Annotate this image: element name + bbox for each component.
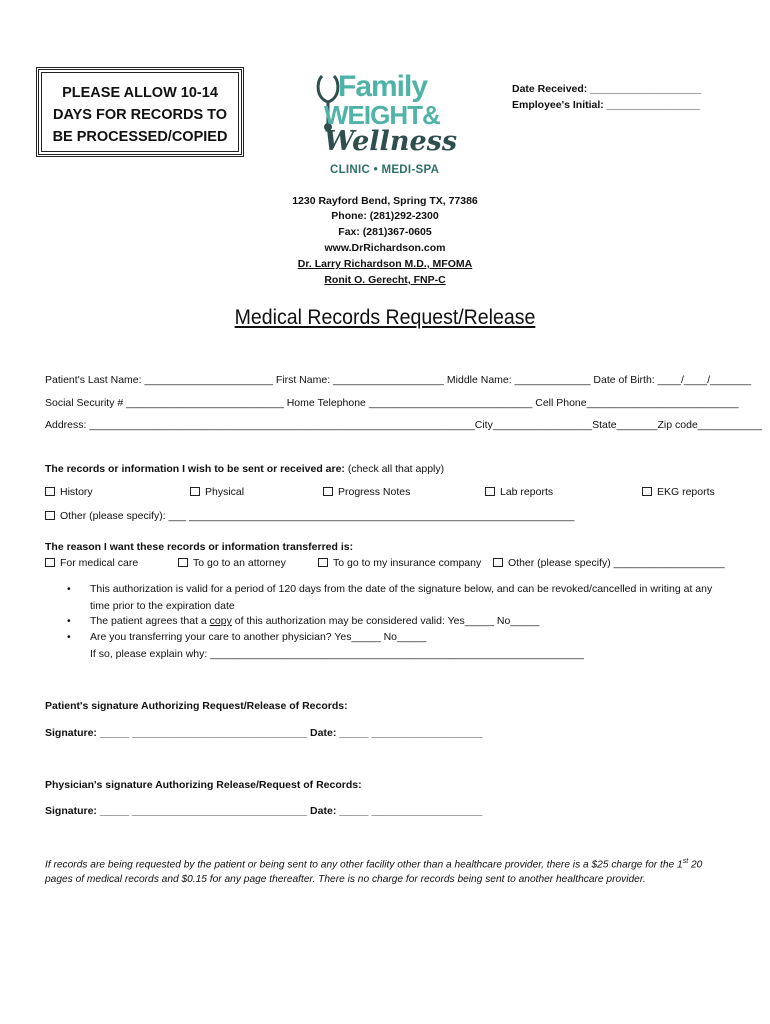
record-option-label: Lab reports bbox=[500, 486, 554, 498]
processing-notice-box bbox=[36, 67, 244, 157]
transfer-care-question[interactable]: Are you transferring your care to another physician? Yes_____ No_____ bbox=[90, 631, 427, 643]
copy-question-suffix: of this authorization may be considered valid: Yes_____ No_____ bbox=[231, 615, 540, 627]
records-heading-text: The records or information I wish to be sent or received are: bbox=[45, 463, 345, 475]
record-option-label: History bbox=[60, 486, 93, 498]
fee-notice-pages: 20 bbox=[688, 859, 703, 871]
reason-option-label: Other (please specify) ___________________ bbox=[508, 557, 725, 569]
transfer-reason-field[interactable]: If so, please explain why: ________________________________________________________________ bbox=[90, 648, 584, 660]
physician-signature-heading: Physician's signature Authorizing Release/Request of Records: bbox=[45, 779, 362, 791]
checkbox-icon[interactable] bbox=[190, 487, 200, 496]
reason-option-label: For medical care bbox=[60, 557, 139, 569]
records-heading bbox=[45, 463, 444, 475]
patient-name-dob-line[interactable]: Patient's Last Name: ______________________ First Name: ___________________ Middle Name: _____________ Date of Birth: ____/____/_______ bbox=[45, 374, 752, 386]
logo-family-text: Family bbox=[338, 70, 428, 103]
reason-option-other[interactable] bbox=[493, 557, 725, 569]
patient-address-line[interactable]: Address: __________________________________________________________________City_________________State_______Zip code___________ bbox=[45, 419, 763, 431]
checkbox-icon[interactable] bbox=[45, 487, 55, 496]
checkbox-icon[interactable] bbox=[493, 558, 503, 567]
patient-ssn-phone-line[interactable]: Social Security # ___________________________ Home Telephone ____________________________ Cell Phone__________________________ bbox=[45, 397, 739, 409]
copy-valid-question[interactable] bbox=[90, 615, 540, 627]
clinic-phone: Phone: (281)292-2300 bbox=[331, 210, 439, 222]
fee-notice-text: If records are being requested by the patient or being sent to any other facility other than a healthcare provider, there is a $25 charge for the 1 bbox=[45, 859, 683, 871]
checkbox-icon[interactable] bbox=[178, 558, 188, 567]
clinic-website[interactable]: www.DrRichardson.com bbox=[324, 242, 446, 254]
clinic-fax: Fax: (281)367-0605 bbox=[338, 226, 432, 238]
processing-notice-text bbox=[39, 82, 241, 148]
record-option-other[interactable] bbox=[45, 510, 574, 522]
physician-signature-line[interactable]: Signature: _____ ______________________________ Date: _____ ___________________ bbox=[45, 805, 483, 817]
record-option-label: Progress Notes bbox=[338, 486, 411, 498]
logo-tagline: CLINIC • MEDI-SPA bbox=[330, 164, 440, 176]
record-option-history[interactable] bbox=[45, 486, 93, 498]
patient-signature-line[interactable]: Signature: _____ ______________________________ Date: _____ ___________________ bbox=[45, 727, 483, 739]
reason-option-label: To go to an attorney bbox=[193, 557, 286, 569]
record-option-ekg-reports[interactable] bbox=[642, 486, 715, 498]
reason-option-medical-care[interactable] bbox=[45, 557, 138, 569]
validity-statement-line-1: This authorization is valid for a period of 120 days from the date of the signature below, and can be revoked/cancelled in writing at any bbox=[90, 583, 713, 595]
notice-line-1: PLEASE ALLOW 10-14 bbox=[62, 85, 218, 101]
fee-notice-superscript: st bbox=[682, 858, 689, 865]
checkbox-icon[interactable] bbox=[45, 511, 55, 520]
clinic-logo bbox=[314, 68, 464, 180]
checkbox-icon[interactable] bbox=[318, 558, 328, 567]
records-heading-note: (check all that apply) bbox=[344, 463, 445, 475]
checkbox-icon[interactable] bbox=[45, 558, 55, 567]
date-received-field[interactable]: Date Received: ___________________ bbox=[512, 83, 702, 95]
checkbox-icon[interactable] bbox=[642, 487, 652, 496]
bullet-icon: • bbox=[67, 615, 71, 627]
record-option-progress-notes[interactable] bbox=[323, 486, 410, 498]
reason-heading: The reason I want these records or information transferred is: bbox=[45, 541, 354, 553]
reason-option-insurance[interactable] bbox=[318, 557, 481, 569]
validity-statement-line-2: time prior to the expiration date bbox=[90, 600, 235, 612]
fee-notice-line-2: pages of medical records and $0.15 for any page thereafter. There is no charge for records being sent to another healthcare provider. bbox=[45, 874, 646, 885]
logo-wellness-text: Wellness bbox=[324, 126, 458, 157]
record-option-label: Physical bbox=[205, 486, 245, 498]
notice-line-3: BE PROCESSED/COPIED bbox=[52, 129, 228, 145]
copy-word: copy bbox=[209, 615, 232, 627]
form-title: Medical Records Request/Release bbox=[234, 306, 536, 329]
employee-initial-field[interactable]: Employee's Initial: ________________ bbox=[512, 99, 701, 111]
record-option-label: EKG reports bbox=[657, 486, 715, 498]
clinic-nurse: Ronit O. Gerecht, FNP-C bbox=[324, 274, 446, 286]
bullet-icon: • bbox=[67, 631, 71, 643]
bullet-icon: • bbox=[67, 583, 71, 595]
clinic-address: 1230 Rayford Bend, Spring TX, 77386 bbox=[292, 195, 478, 207]
logo-weight-text: WEIGHT& bbox=[324, 100, 440, 130]
record-option-physical[interactable] bbox=[190, 486, 244, 498]
fee-notice-line-1 bbox=[45, 858, 702, 870]
reason-option-attorney[interactable] bbox=[178, 557, 286, 569]
reason-option-label: To go to my insurance company bbox=[333, 557, 482, 569]
patient-signature-heading: Patient's signature Authorizing Request/Release of Records: bbox=[45, 700, 348, 712]
clinic-doctor: Dr. Larry Richardson M.D., MFOMA bbox=[297, 258, 473, 270]
copy-question-prefix: The patient agrees that a bbox=[90, 615, 210, 627]
checkbox-icon[interactable] bbox=[485, 487, 495, 496]
record-option-other-label: Other (please specify): ___ __________________________________________________________________ bbox=[60, 510, 575, 522]
record-option-lab-reports[interactable] bbox=[485, 486, 553, 498]
notice-line-2: DAYS FOR RECORDS TO bbox=[52, 107, 228, 123]
checkbox-icon[interactable] bbox=[323, 487, 333, 496]
